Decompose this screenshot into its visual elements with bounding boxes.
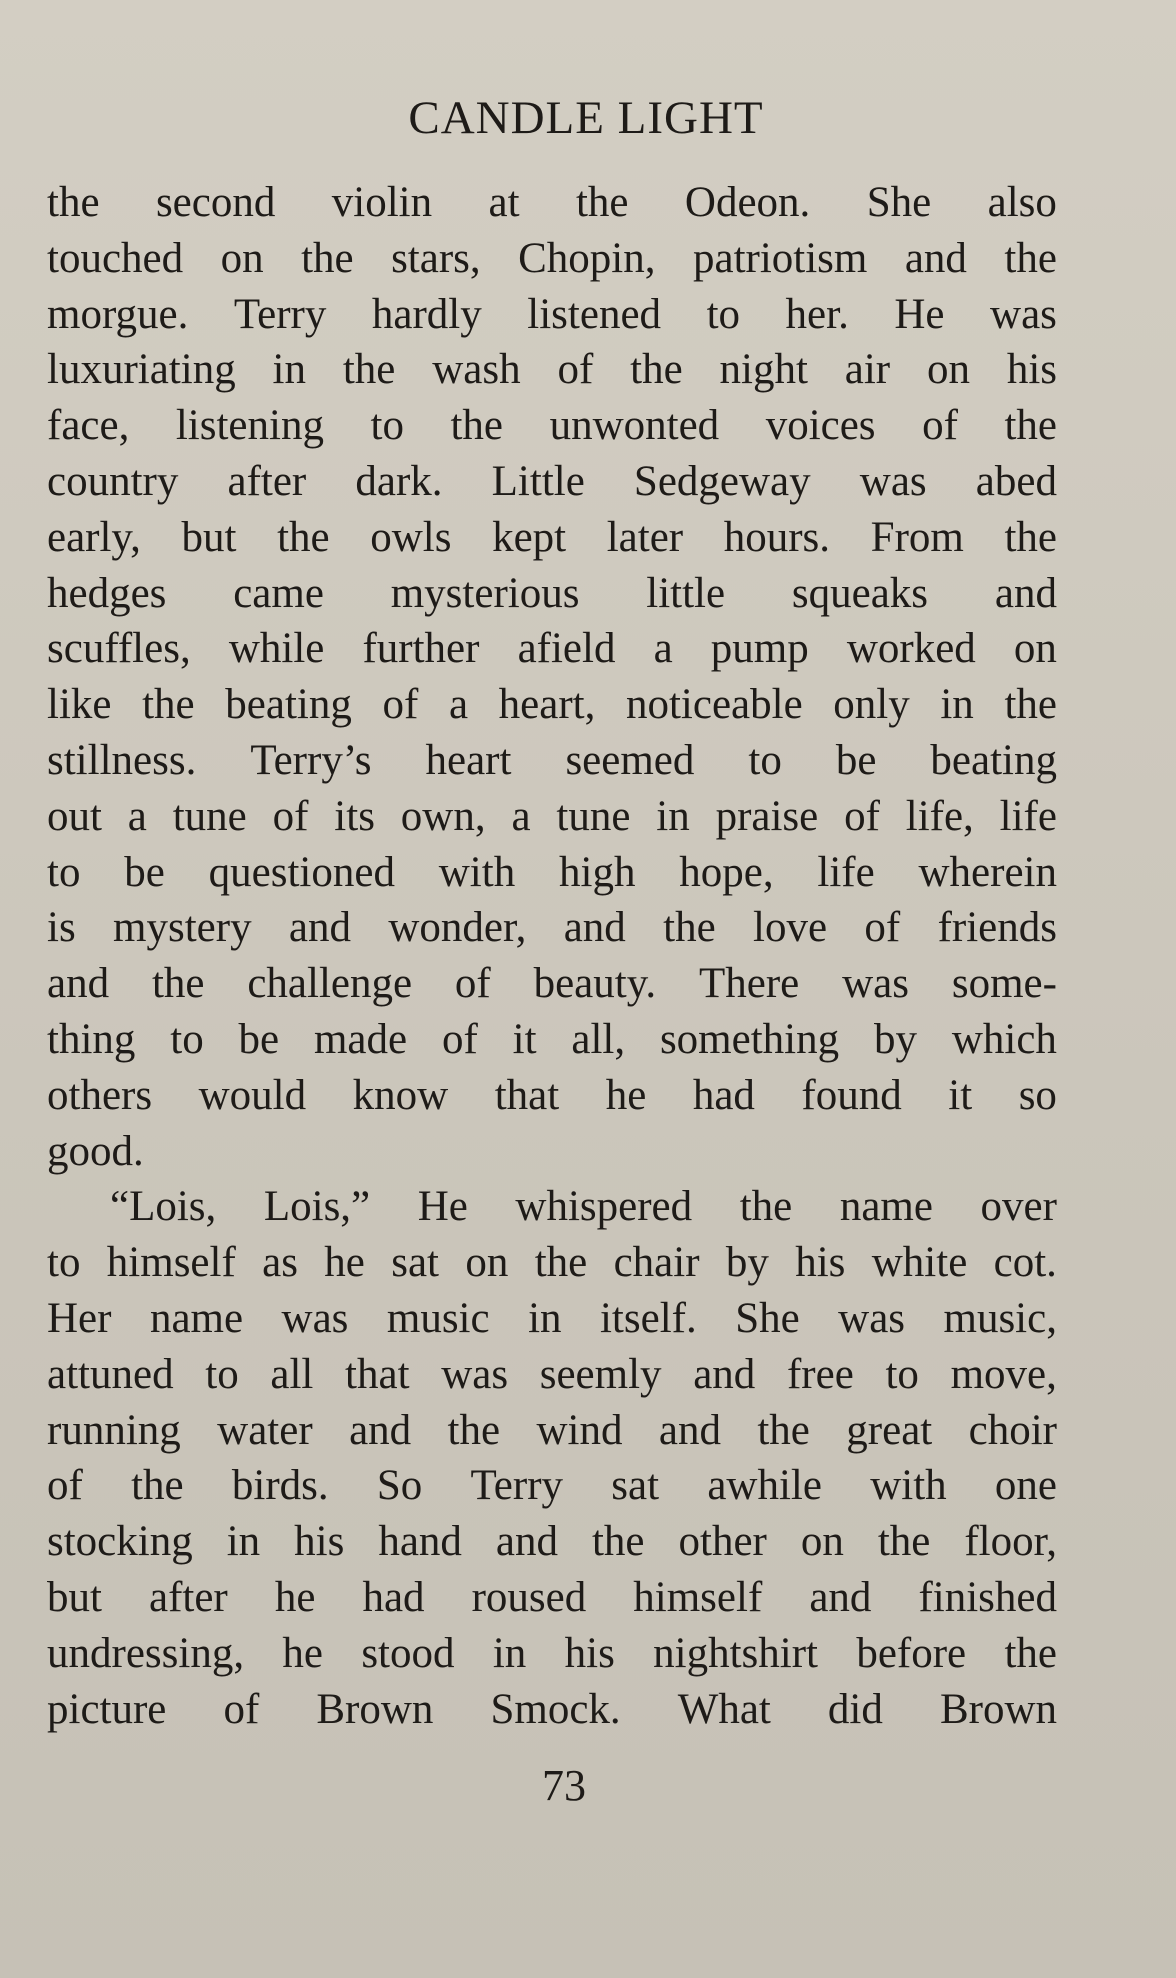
word: the xyxy=(739,1183,793,1231)
word: water xyxy=(217,1406,313,1454)
word: also xyxy=(987,179,1057,226)
word: floor, xyxy=(964,1518,1057,1566)
word: wherein xyxy=(918,848,1057,896)
word: itself. xyxy=(599,1294,697,1342)
word: He xyxy=(417,1183,468,1231)
text-line xyxy=(47,845,1057,901)
word: music, xyxy=(943,1294,1057,1342)
word: his xyxy=(1006,346,1057,394)
text-line xyxy=(47,566,1057,622)
word: of xyxy=(272,792,309,840)
word: of xyxy=(557,346,594,394)
word: He xyxy=(894,290,945,338)
text-line xyxy=(47,1124,1057,1180)
word: and xyxy=(288,904,352,952)
text-line xyxy=(47,900,1057,956)
word: in xyxy=(492,1629,527,1677)
body-text xyxy=(47,175,1057,1737)
text-line xyxy=(47,956,1057,1012)
word: birds. xyxy=(231,1462,329,1510)
word: he xyxy=(274,1573,316,1621)
word: on xyxy=(220,234,264,282)
word: by xyxy=(725,1239,769,1287)
word: running xyxy=(47,1406,181,1454)
word: From xyxy=(870,513,964,561)
page-number: 73 xyxy=(542,1761,586,1810)
word: know xyxy=(352,1071,449,1119)
word: to xyxy=(170,1015,204,1063)
word: all xyxy=(270,1350,314,1398)
word: beating xyxy=(930,736,1057,784)
word: listening xyxy=(175,402,324,450)
word: life xyxy=(999,792,1057,840)
word: stood xyxy=(361,1629,455,1677)
word: by xyxy=(873,1015,917,1063)
word: is xyxy=(47,904,76,952)
word: a xyxy=(127,792,147,840)
word: to xyxy=(47,1239,81,1287)
word: kept xyxy=(492,513,567,561)
word: her. xyxy=(785,290,849,338)
word: Her xyxy=(47,1294,112,1342)
word: hope, xyxy=(679,848,774,896)
word: later xyxy=(606,513,684,561)
word: to xyxy=(885,1350,919,1398)
word: wind xyxy=(536,1406,623,1454)
text-line xyxy=(47,287,1057,343)
word: and xyxy=(693,1350,756,1398)
word: something xyxy=(659,1015,840,1063)
word: worked xyxy=(846,625,976,673)
word: only xyxy=(833,681,910,729)
text-line xyxy=(47,1291,1057,1347)
running-head: CANDLE LIGHT xyxy=(408,92,764,144)
word: sat xyxy=(611,1462,660,1510)
word: little xyxy=(646,569,726,617)
word: name xyxy=(149,1294,244,1342)
word: the xyxy=(591,1518,645,1566)
word: of xyxy=(223,1685,260,1733)
text-line xyxy=(47,454,1057,510)
word: after xyxy=(227,457,307,505)
word: he xyxy=(324,1239,365,1287)
word: face, xyxy=(47,402,130,450)
text-line xyxy=(47,621,1057,677)
word: a xyxy=(653,625,673,673)
word: the xyxy=(301,234,354,282)
word: air xyxy=(844,346,891,394)
word: and xyxy=(994,569,1057,617)
word: Brown xyxy=(316,1685,434,1733)
word: and xyxy=(495,1518,558,1566)
word: made xyxy=(313,1015,408,1063)
word: in xyxy=(226,1518,261,1566)
word: his xyxy=(795,1239,846,1287)
word: cot. xyxy=(993,1239,1057,1287)
word: was xyxy=(441,1350,509,1398)
word: on xyxy=(926,346,970,394)
word: Terry xyxy=(233,290,327,338)
word: high xyxy=(559,848,636,896)
word: nightshirt xyxy=(653,1629,818,1677)
word: the xyxy=(630,346,683,394)
word: was xyxy=(838,1294,906,1342)
word: but xyxy=(47,1573,102,1621)
word: was xyxy=(281,1294,349,1342)
word: sat xyxy=(391,1239,440,1287)
word: and xyxy=(658,1406,721,1454)
word: some- xyxy=(951,960,1057,1008)
word: Terry xyxy=(470,1462,564,1510)
word: the xyxy=(663,904,716,952)
word: hours. xyxy=(723,513,831,561)
word: praise xyxy=(715,792,819,840)
word: that xyxy=(494,1071,560,1119)
word: tune xyxy=(556,792,631,840)
word: after xyxy=(149,1573,228,1621)
word: afield xyxy=(517,625,616,673)
word: pump xyxy=(710,625,809,673)
word: himself xyxy=(633,1573,763,1621)
word: to xyxy=(205,1350,239,1398)
word: was xyxy=(990,290,1057,338)
word: abed xyxy=(975,457,1057,505)
word: the xyxy=(575,179,629,226)
word: in xyxy=(940,681,974,729)
word: Chopin, xyxy=(518,234,656,282)
word: whispered xyxy=(515,1183,693,1231)
word: the xyxy=(877,1518,931,1566)
text-line xyxy=(47,1626,1057,1682)
word: seemly xyxy=(539,1350,662,1398)
word: name xyxy=(839,1183,933,1231)
word: he xyxy=(282,1629,323,1677)
word: he xyxy=(605,1071,647,1119)
word: seemed xyxy=(565,736,695,784)
word: tune xyxy=(172,792,247,840)
word: stocking xyxy=(47,1518,193,1566)
word: to xyxy=(748,736,782,784)
word: to xyxy=(706,290,741,338)
text-line xyxy=(47,1458,1057,1514)
word: beating xyxy=(225,681,352,729)
text-line xyxy=(47,1682,1057,1738)
word: while xyxy=(228,625,325,673)
word: himself xyxy=(106,1239,236,1287)
word: Lois,” xyxy=(263,1183,371,1231)
word: of xyxy=(47,1462,83,1510)
word: luxuriating xyxy=(47,346,236,394)
word: the xyxy=(342,346,396,394)
word: “Lois, xyxy=(110,1183,217,1231)
word: Terry’s xyxy=(250,736,372,784)
word: life xyxy=(817,848,875,896)
text-line xyxy=(47,1068,1057,1124)
word: violin xyxy=(331,179,433,226)
word: stars, xyxy=(391,234,481,282)
word: the xyxy=(757,1406,810,1454)
text-line xyxy=(47,1235,1057,1291)
word: touched xyxy=(47,234,184,282)
word: before xyxy=(856,1629,967,1677)
word: be xyxy=(238,1015,280,1063)
word: a xyxy=(448,681,469,729)
word: patriotism xyxy=(692,234,868,282)
text-line xyxy=(47,231,1057,287)
text-line xyxy=(47,789,1057,845)
word: finished xyxy=(918,1573,1057,1621)
word: hedges xyxy=(47,569,167,617)
word: night xyxy=(719,346,808,394)
word: mysterious xyxy=(390,569,580,617)
word: so xyxy=(1018,1071,1057,1119)
word: second xyxy=(155,179,276,226)
word: the xyxy=(131,1462,184,1510)
word: in xyxy=(272,346,306,394)
text-line xyxy=(47,510,1057,566)
word: unwonted xyxy=(549,402,720,450)
text-line xyxy=(47,1403,1057,1459)
word: with xyxy=(870,1462,947,1510)
word: friends xyxy=(937,904,1057,952)
word: came xyxy=(233,569,324,617)
word: picture xyxy=(47,1685,167,1733)
word: beauty. xyxy=(533,960,657,1008)
word: mystery xyxy=(113,904,252,952)
word: the xyxy=(151,960,205,1008)
word: his xyxy=(294,1518,345,1566)
word: free xyxy=(786,1350,854,1398)
word: questioned xyxy=(208,848,395,896)
word: further xyxy=(362,625,480,673)
word: and xyxy=(563,904,626,952)
word: noticeable xyxy=(625,681,803,729)
word: all, xyxy=(571,1015,626,1063)
word: love xyxy=(753,904,828,952)
word: wash xyxy=(432,346,521,394)
word: and xyxy=(349,1406,412,1454)
word: in xyxy=(656,792,690,840)
word: and xyxy=(809,1573,872,1621)
word: others xyxy=(47,1071,153,1119)
word: What xyxy=(677,1685,771,1733)
word: hardly xyxy=(371,290,482,338)
word: stillness. xyxy=(47,736,197,784)
word: the xyxy=(277,513,330,561)
word: scuffles, xyxy=(47,625,191,673)
word: in xyxy=(528,1294,562,1342)
word: heart, xyxy=(498,681,596,729)
word: the xyxy=(142,681,195,729)
word: be xyxy=(835,736,877,784)
word: the xyxy=(1004,1629,1057,1677)
text-line xyxy=(47,1179,1057,1235)
word: thing xyxy=(47,1015,136,1063)
word: was xyxy=(842,960,909,1008)
text-line xyxy=(47,677,1057,733)
word: Sedgeway xyxy=(633,457,811,505)
text-line xyxy=(47,1012,1057,1068)
word: roused xyxy=(471,1573,587,1621)
word: be xyxy=(124,848,165,896)
word: wonder, xyxy=(388,904,527,952)
word: it xyxy=(512,1015,537,1063)
word: like xyxy=(47,681,112,729)
text-line xyxy=(47,342,1057,398)
text-line xyxy=(47,1570,1057,1626)
word: out xyxy=(47,792,102,840)
word: owls xyxy=(370,513,452,561)
word: challenge xyxy=(247,960,413,1008)
word: did xyxy=(827,1685,883,1733)
text-line xyxy=(47,398,1057,454)
word: the xyxy=(1004,681,1057,729)
word: listened xyxy=(527,290,662,338)
word: music xyxy=(386,1294,490,1342)
word: of xyxy=(864,904,901,952)
word: early, xyxy=(47,513,141,561)
word: on xyxy=(465,1239,509,1287)
word: good. xyxy=(47,1127,144,1175)
word: had xyxy=(362,1573,425,1621)
word: a xyxy=(511,792,531,840)
word: white xyxy=(871,1239,968,1287)
word: the xyxy=(1004,234,1057,282)
word: of xyxy=(454,960,491,1008)
word: Little xyxy=(491,457,585,505)
text-line xyxy=(47,1514,1057,1570)
word: which xyxy=(951,1015,1057,1063)
word: squeaks xyxy=(791,569,929,617)
word: with xyxy=(438,848,516,896)
word: of xyxy=(922,402,958,450)
word: found xyxy=(801,1071,902,1119)
word: one xyxy=(994,1462,1057,1510)
word: was xyxy=(859,457,927,505)
word: at xyxy=(488,179,520,226)
word: morgue. xyxy=(47,290,189,338)
word: great xyxy=(846,1406,933,1454)
word: dark. xyxy=(355,457,443,505)
word: own, xyxy=(400,792,486,840)
word: of xyxy=(844,792,880,840)
word: to xyxy=(370,402,404,450)
word: She xyxy=(735,1294,800,1342)
word: his xyxy=(564,1629,615,1677)
word: There xyxy=(699,960,800,1008)
word: to xyxy=(47,848,81,896)
text-line xyxy=(47,733,1057,789)
word: and xyxy=(904,234,967,282)
word: had xyxy=(692,1071,755,1119)
word: the xyxy=(447,1406,501,1454)
word: move, xyxy=(950,1350,1057,1398)
word: the xyxy=(47,179,100,226)
word: Odeon. xyxy=(684,179,811,226)
word: She xyxy=(866,179,932,226)
word: would xyxy=(198,1071,307,1119)
word: awhile xyxy=(707,1462,822,1510)
word: over xyxy=(980,1183,1057,1231)
word: other xyxy=(678,1518,767,1566)
word: its xyxy=(334,792,375,840)
word: the xyxy=(1004,513,1057,561)
text-line xyxy=(47,1347,1057,1403)
word: chair xyxy=(613,1239,700,1287)
word: the xyxy=(1004,402,1057,450)
word: undressing, xyxy=(47,1629,245,1677)
word: voices xyxy=(765,402,876,450)
word: and xyxy=(47,960,110,1008)
word: choir xyxy=(968,1406,1057,1454)
word: hand xyxy=(378,1518,462,1566)
word: the xyxy=(450,402,504,450)
word: it xyxy=(948,1071,973,1119)
word: that xyxy=(345,1350,410,1398)
word: as xyxy=(262,1239,298,1287)
text-line xyxy=(47,175,1057,231)
word: life, xyxy=(905,792,974,840)
word: but xyxy=(181,513,237,561)
word: So xyxy=(376,1462,423,1510)
word: of xyxy=(382,681,419,729)
word: of xyxy=(441,1015,478,1063)
word: Brown xyxy=(939,1685,1057,1733)
word: country xyxy=(47,457,179,505)
word: on xyxy=(800,1518,844,1566)
word: attuned xyxy=(47,1350,174,1398)
word: the xyxy=(534,1239,588,1287)
word: heart xyxy=(425,736,512,784)
word: Smock. xyxy=(490,1685,621,1733)
word: on xyxy=(1013,625,1057,673)
